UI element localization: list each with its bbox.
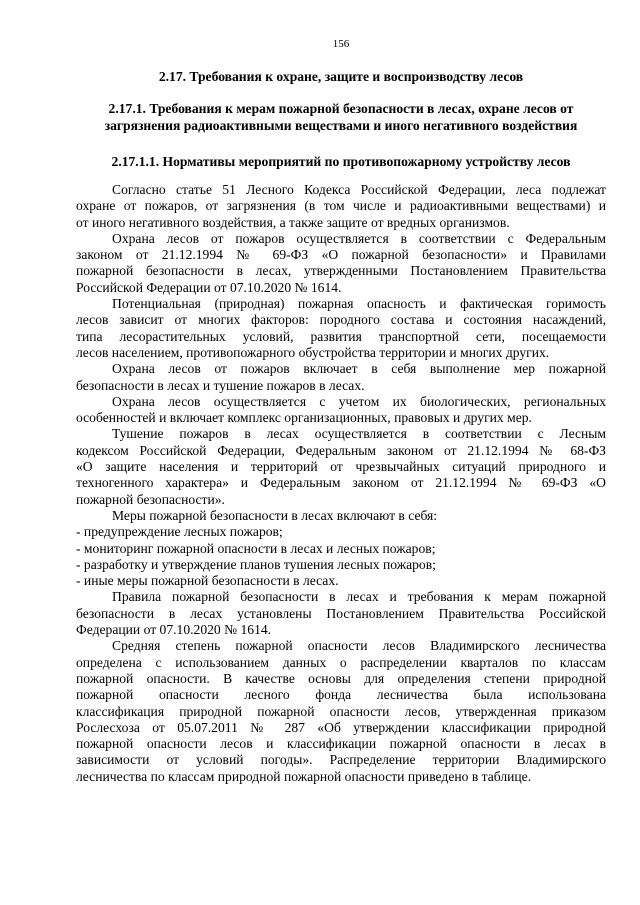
text-line: «О защите населения и территорий от чрезвычайных ситуаций природного и (76, 459, 606, 475)
text-line: законом от 21.12.1994 № 69-ФЗ «О пожарной безопасности» и Правилами (76, 247, 606, 263)
text-line: техногенного характера» и Федеральным законом от 21.12.1994 № 69-ФЗ «О (76, 475, 606, 491)
text-line: Федерации от 07.10.2020 № 1614. (76, 622, 272, 638)
text-line: пожарной опасности лесов и классификации пожарной опасности в лесах в (76, 736, 606, 752)
list-item: - разработку и утверждение планов тушения лесных пожаров; (76, 556, 436, 572)
text-line: безопасности в лесах установлены Постановлением Правительства Российской (76, 605, 606, 621)
text-line: Средняя степень пожарной опасности лесов Владимирского лесничества (112, 638, 606, 654)
text-line: Потенциальная (природная) пожарная опасность и фактическая горимость (112, 296, 606, 312)
text-line: пожарной безопасности». (76, 491, 225, 507)
subsection-heading-line-1: 2.17.1. Требования к мерам пожарной безопасности в лесах, охране лесов от (108, 101, 574, 116)
section-heading: 2.17. Требования к охране, защите и воспроизводству лесов (158, 69, 524, 84)
text-line: зависимости от условий погоды». Распределение территории Владимирского (76, 752, 606, 768)
list-item: - предупреждение лесных пожаров; (76, 524, 283, 540)
text-line: охране от пожаров, от загрязнения (в том числе и радиоактивными веществами) и (76, 198, 606, 214)
text-line: Меры пожарной безопасности в лесах включают в себя: (112, 507, 438, 523)
text-line: классификация природной пожарной опасности лесов, утвержденная приказом (76, 703, 606, 719)
text-line: лесов зависит от многих факторов: породного состава и состояния насаждений, (76, 312, 606, 328)
text-line: Охрана лесов от пожаров включает в себя выполнение мер пожарной (112, 361, 606, 377)
body-text (76, 182, 606, 785)
text-line: безопасности в лесах и тушение пожаров в лесах. (76, 377, 365, 393)
sub-subsection-heading: 2.17.1.1. Нормативы мероприятий по противопожарному устройству лесов (111, 154, 571, 169)
list-item: - мониторинг пожарной опасности в лесах и лесных пожаров; (76, 540, 436, 556)
text-line: лесничества по классам природной пожарной опасности приведено в таблице. (76, 768, 532, 784)
text-line: лесов населением, противопожарного обустройства территории и многих других. (76, 344, 550, 360)
text-line: Охрана лесов осуществляется с учетом их биологических, региональных (112, 393, 606, 409)
text-line: типа лесорастительных условий, развития транспортной сети, посещаемости (76, 328, 606, 344)
page-number: 156 (332, 38, 350, 50)
text-line: пожарной безопасности в лесах, утвержденными Постановлением Правительства (76, 263, 606, 279)
text-line: от иного негативного воздействия, а также защите от вредных организмов. (76, 214, 510, 230)
subsection-heading-line-2: загрязнения радиоактивными веществами и иного негативного воздействия (104, 118, 578, 133)
text-line: кодексом Российской Федерации, Федеральным законом от 21.12.1994 № 68-ФЗ (76, 442, 606, 458)
text-line: Согласно статье 51 Лесного Кодекса Российской Федерации, леса подлежат (112, 182, 606, 197)
list-item: - иные меры пожарной безопасности в лесах. (76, 573, 339, 589)
text-line: Тушение пожаров в лесах осуществляется в соответствии с Лесным (112, 426, 606, 442)
text-line: определена с использованием данных о распределении кварталов по классам (76, 654, 606, 670)
text-line: Правила пожарной безопасности в лесах и требования к мерам пожарной (112, 589, 606, 605)
text-line: особенностей и включает комплекс организационных, правовых и других мер. (76, 410, 532, 426)
text-line: пожарной опасности лесного фонда лесничества была использована (76, 687, 606, 703)
text-line: Рослесхоза от 05.07.2011 № 287 «Об утверждении классификации природной (76, 719, 606, 735)
text-line: Российской Федерации от 07.10.2020 № 1614. (76, 279, 342, 295)
text-line: Охрана лесов от пожаров осуществляется в соответствии с Федеральным (112, 230, 606, 246)
text-line: пожарной опасности. В качестве основы для определения степени природной (76, 670, 606, 686)
